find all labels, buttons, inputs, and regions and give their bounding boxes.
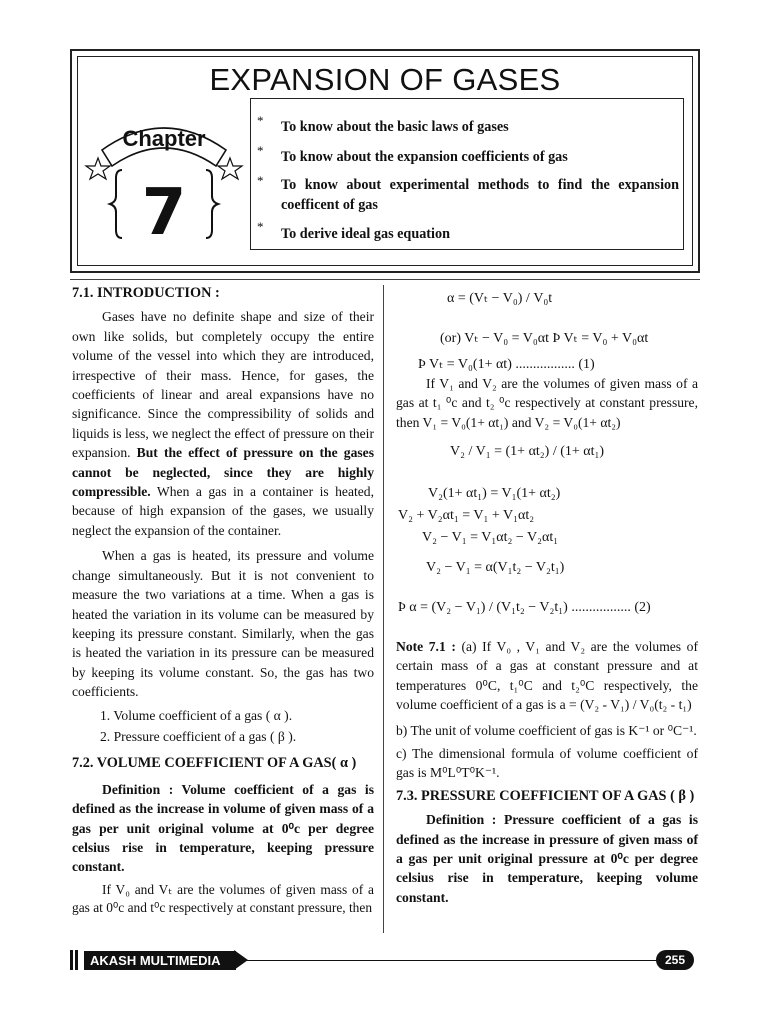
objective-item: To know about experimental methods to find the expansion coefficent of gas	[281, 177, 679, 213]
star-right-icon	[218, 158, 242, 179]
equation-alpha: α = (Vₜ − V₀) / V₀t	[447, 291, 553, 306]
equation-expand: V₂ + V₂αt₁ = V₁ + V₁αt₂	[398, 508, 535, 523]
note-a-text: (a) If V₀ , V₁ and V₂ are the volumes of certain mass of a gas at constant pressure and at temperatures 0⁰C, t₁⁰C and t₂⁰C respectively, the volume coefficient of a gas is	[396, 639, 698, 713]
page-number: 255	[656, 950, 694, 970]
objective-item: To derive ideal gas equation	[281, 226, 450, 242]
right-paragraph-if	[396, 374, 698, 432]
note-c: c) The dimensional formula of volume coefficient of gas is M⁰L⁰T⁰K⁻¹.	[396, 746, 698, 781]
volume-setup-text: If V₀ and Vₜ are the volumes of given mass of a gas at 0⁰c and t⁰c respectively at constant pressure, then	[72, 881, 374, 916]
objective-item: To know about the expansion coefficients of gas	[281, 149, 568, 165]
left-column	[72, 284, 374, 918]
note-b: b) The unit of volume coefficient of gas is K⁻¹ or ⁰C⁻¹.	[396, 722, 697, 738]
objective-bullet: *	[257, 113, 264, 128]
list-item-pressure: 2. Pressure coefficient of a gas ( β ).	[100, 728, 297, 744]
badge-word: Chapter	[122, 126, 206, 151]
equation-2: Þ α = (V₂ − V₁) / (V₁t₂ − V₂t₁) ................. (2)	[398, 600, 651, 615]
footer-rule	[240, 960, 660, 961]
equation-diff2: V₂ − V₁ = α(V₁t₂ − V₂t₁)	[426, 560, 565, 575]
star-left-icon	[86, 158, 110, 179]
heading-introduction: 7.1. INTRODUCTION :	[72, 285, 220, 301]
note-block	[396, 637, 698, 907]
note-label: Note 7.1 :	[396, 639, 456, 654]
heating-paragraph: When a gas is heated, its pressure and volume change simultaneously. But it is not convenient to measure the two variations at a time. When a gas is heated the variation in its volume can be measured by keeping its pressure constant. Similarly, when the gas is heated the variation in its pressure can be measured by keeping its volume constant. So, the gas has two coefficients.	[72, 548, 374, 700]
equation-diff: V₂ − V₁ = V₁αt₂ − V₂αt₁	[422, 530, 559, 545]
list-item-volume: 1. Volume coefficient of a gas ( α ).	[100, 707, 293, 723]
note-a	[396, 637, 698, 715]
chapter-badge-icon	[84, 108, 244, 248]
heading-pressure-coefficient: 7.3. PRESSURE COEFFICIENT OF A GAS ( β )	[396, 787, 695, 804]
objective-bullet: *	[257, 173, 264, 188]
note-a-equation: a = (V₂ - V₁) / V₀(t₂ - t₁)	[559, 697, 692, 713]
equation-or: (or) Vₜ − V₀ = V₀αt Þ Vₜ = V₀ + V₀αt	[440, 331, 649, 346]
column-divider	[383, 285, 384, 933]
heading-volume-coefficient: 7.2. VOLUME COEFFICIENT OF A GAS( α )	[72, 755, 357, 772]
intro-text-a: Gases have no definite shape and size of their own like solids, but completely occupy the entire volume of the vessel into which they are introduced, irrespective of their mass. Hence, for gases, the coefficients of linear and areal expansions have no significance. Since the compressibility of solids and liquids is less, we neglect the effect of pressure on their expansion.	[72, 309, 374, 461]
section-rule	[70, 279, 700, 280]
intro-text-c: When a gas in a container is heated, because of high expansion of the gases, we usually neglect the expansion of the container.	[72, 484, 374, 538]
volume-definition: Definition : Volume coefficient of a gas is defined as the increase in volume of given mass of a gas per unit original volume at 0⁰c per degree celsius rise in temperature, keeping pressure constant.	[72, 781, 374, 875]
pressure-definition: Definition : Pressure coefficient of a gas is defined as the increase in pressure of given mass of a gas per unit original pressure at 0⁰c per degree celsius rise in temperature, keeping volume constant.	[396, 812, 698, 905]
objective-item: To know about the basic laws of gases	[281, 119, 509, 135]
equation-ratio: V₂ / V₁ = (1+ αt₂) / (1+ αt₁)	[450, 444, 605, 459]
if-volumes-text: If V₁ and V₂ are the volumes of given mass of a gas at t₁ ⁰c and t₂ ⁰c respectively at constant pressure, then V₁ = V₀(1+ αt₁) and V₂ = V₀(1+ αt₂)	[396, 376, 698, 430]
objective-bullet: *	[257, 219, 264, 234]
intro-paragraph	[72, 307, 374, 540]
badge-number: 7	[141, 176, 187, 248]
objective-bullet: *	[257, 143, 264, 158]
chapter-title: EXPANSION OF GASES	[209, 62, 561, 97]
footer-bars-icon	[70, 950, 82, 970]
equation-cross: V₂(1+ αt₁) = V₁(1+ αt₂)	[428, 486, 561, 501]
objectives-box	[250, 98, 684, 250]
intro-text-bold: But the effect of pressure on the gases cannot be neglected, since they are highly compressible.	[72, 445, 374, 500]
footer-brand: AKASH MULTIMEDIA	[84, 951, 236, 970]
equation-1: Þ Vₜ = V₀(1+ αt) ................. (1)	[418, 357, 595, 372]
